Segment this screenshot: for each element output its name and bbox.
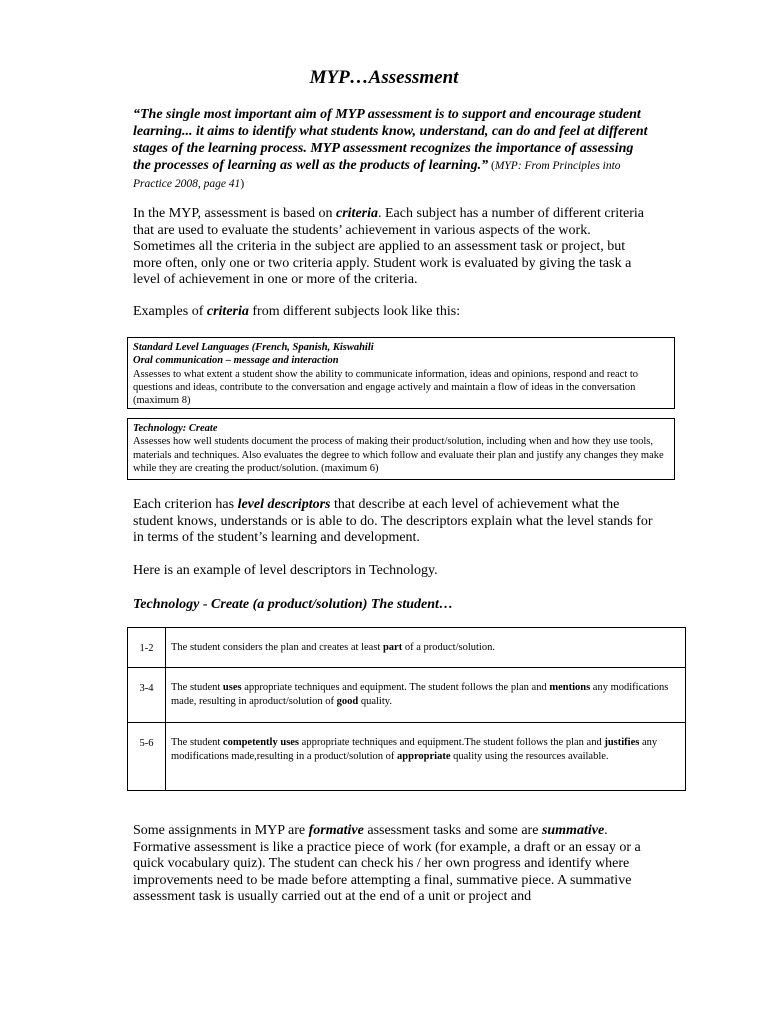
level-cell: 5-6 bbox=[128, 723, 166, 791]
table-row bbox=[128, 628, 686, 668]
aim-quote bbox=[133, 106, 653, 193]
intro-paragraph: In the MYP, assessment is based on criteria. Each subject has a number of different criteria that are used to evaluate the students’ achievement in various aspects of the work. Sometimes all the criteria in the subject are applied to an assessment task or project, but more often, only one or two criteria apply. Student work is evaluated by giving the task a level of achievement in one or more of the criteria. bbox=[133, 206, 645, 287]
closing-paragraph: Some assignments in MYP are formative assessment tasks and some are summative. Formative assessment is like a practice piece of work (for example, a draft or an essay or a quick vocabulary quiz). The student can check his / her own progress and identify where improvements need to be made before attempting a final, summative piece. A summative assessment task is usually carried out at the end of a unit or project and bbox=[133, 823, 641, 904]
page-title: MYP…Assessment bbox=[309, 67, 459, 88]
technology-heading: Technology - Create (a product/solution) The student… bbox=[133, 597, 453, 612]
examples-paragraph: Examples of criteria from different subjects look like this: bbox=[133, 304, 461, 319]
level-descriptors-paragraph: Each criterion has level descriptors that describe at each level of achievement what the student knows, understands or is able to do. The descriptors explain what the level stands for in terms of the student’s learning and development. bbox=[133, 497, 653, 545]
level-cell: 1-2 bbox=[128, 628, 166, 668]
table-row bbox=[128, 723, 686, 791]
criteria-box-title: Technology: Create bbox=[133, 423, 218, 434]
descriptor-cell: The student competently uses appropriate techniques and equipment.The student follows the plan and justifies any modifications made,resulting in a product/solution of appropriate quality using the resources available. bbox=[166, 723, 686, 791]
criteria-box-body: Assesses how well students document the process of making their product/solution, including when and how they use tools, materials and techniques. Also evaluates the degree to which follow and evaluate their plan and justify any changes they make while they are creating the product/solution. (maximum 6) bbox=[133, 436, 664, 474]
criteria-box-title: Standard Level Languages (French, Spanish, Kiswahili bbox=[133, 342, 374, 353]
table-row bbox=[128, 668, 686, 723]
criteria-box-technology bbox=[127, 418, 675, 480]
level-descriptors-table bbox=[127, 627, 686, 791]
criteria-box-body: Assesses to what extent a student show the ability to communicate information, ideas and opinions, respond and react to questions and ideas, contribute to the conversation and engage actively and maintain a flow of ideas in the conversation (maximum 8) bbox=[133, 368, 639, 407]
example-intro: Here is an example of level descriptors in Technology. bbox=[133, 563, 438, 578]
descriptor-cell: The student considers the plan and creates at least part of a product/solution. bbox=[166, 628, 686, 668]
quote-citation: (MYP: From Principles into Practice 2008, page 41) bbox=[133, 160, 621, 190]
criteria-box-subtitle: Oral communication – message and interaction bbox=[133, 355, 339, 367]
quote-text: “The single most important aim of MYP assessment is to support and encourage student learning... it aims to identify what students know, understand, can do and feel at different stages of the learning process. MYP assessment recognizes the importance of assessing the processes of learning as well as the products of learning.” bbox=[133, 107, 648, 173]
level-cell: 3-4 bbox=[128, 668, 166, 723]
criteria-box-languages bbox=[127, 337, 675, 409]
descriptor-cell: The student uses appropriate techniques and equipment. The student follows the plan and mentions any modifications made, resulting in aproduct/solution of good quality. bbox=[166, 668, 686, 723]
